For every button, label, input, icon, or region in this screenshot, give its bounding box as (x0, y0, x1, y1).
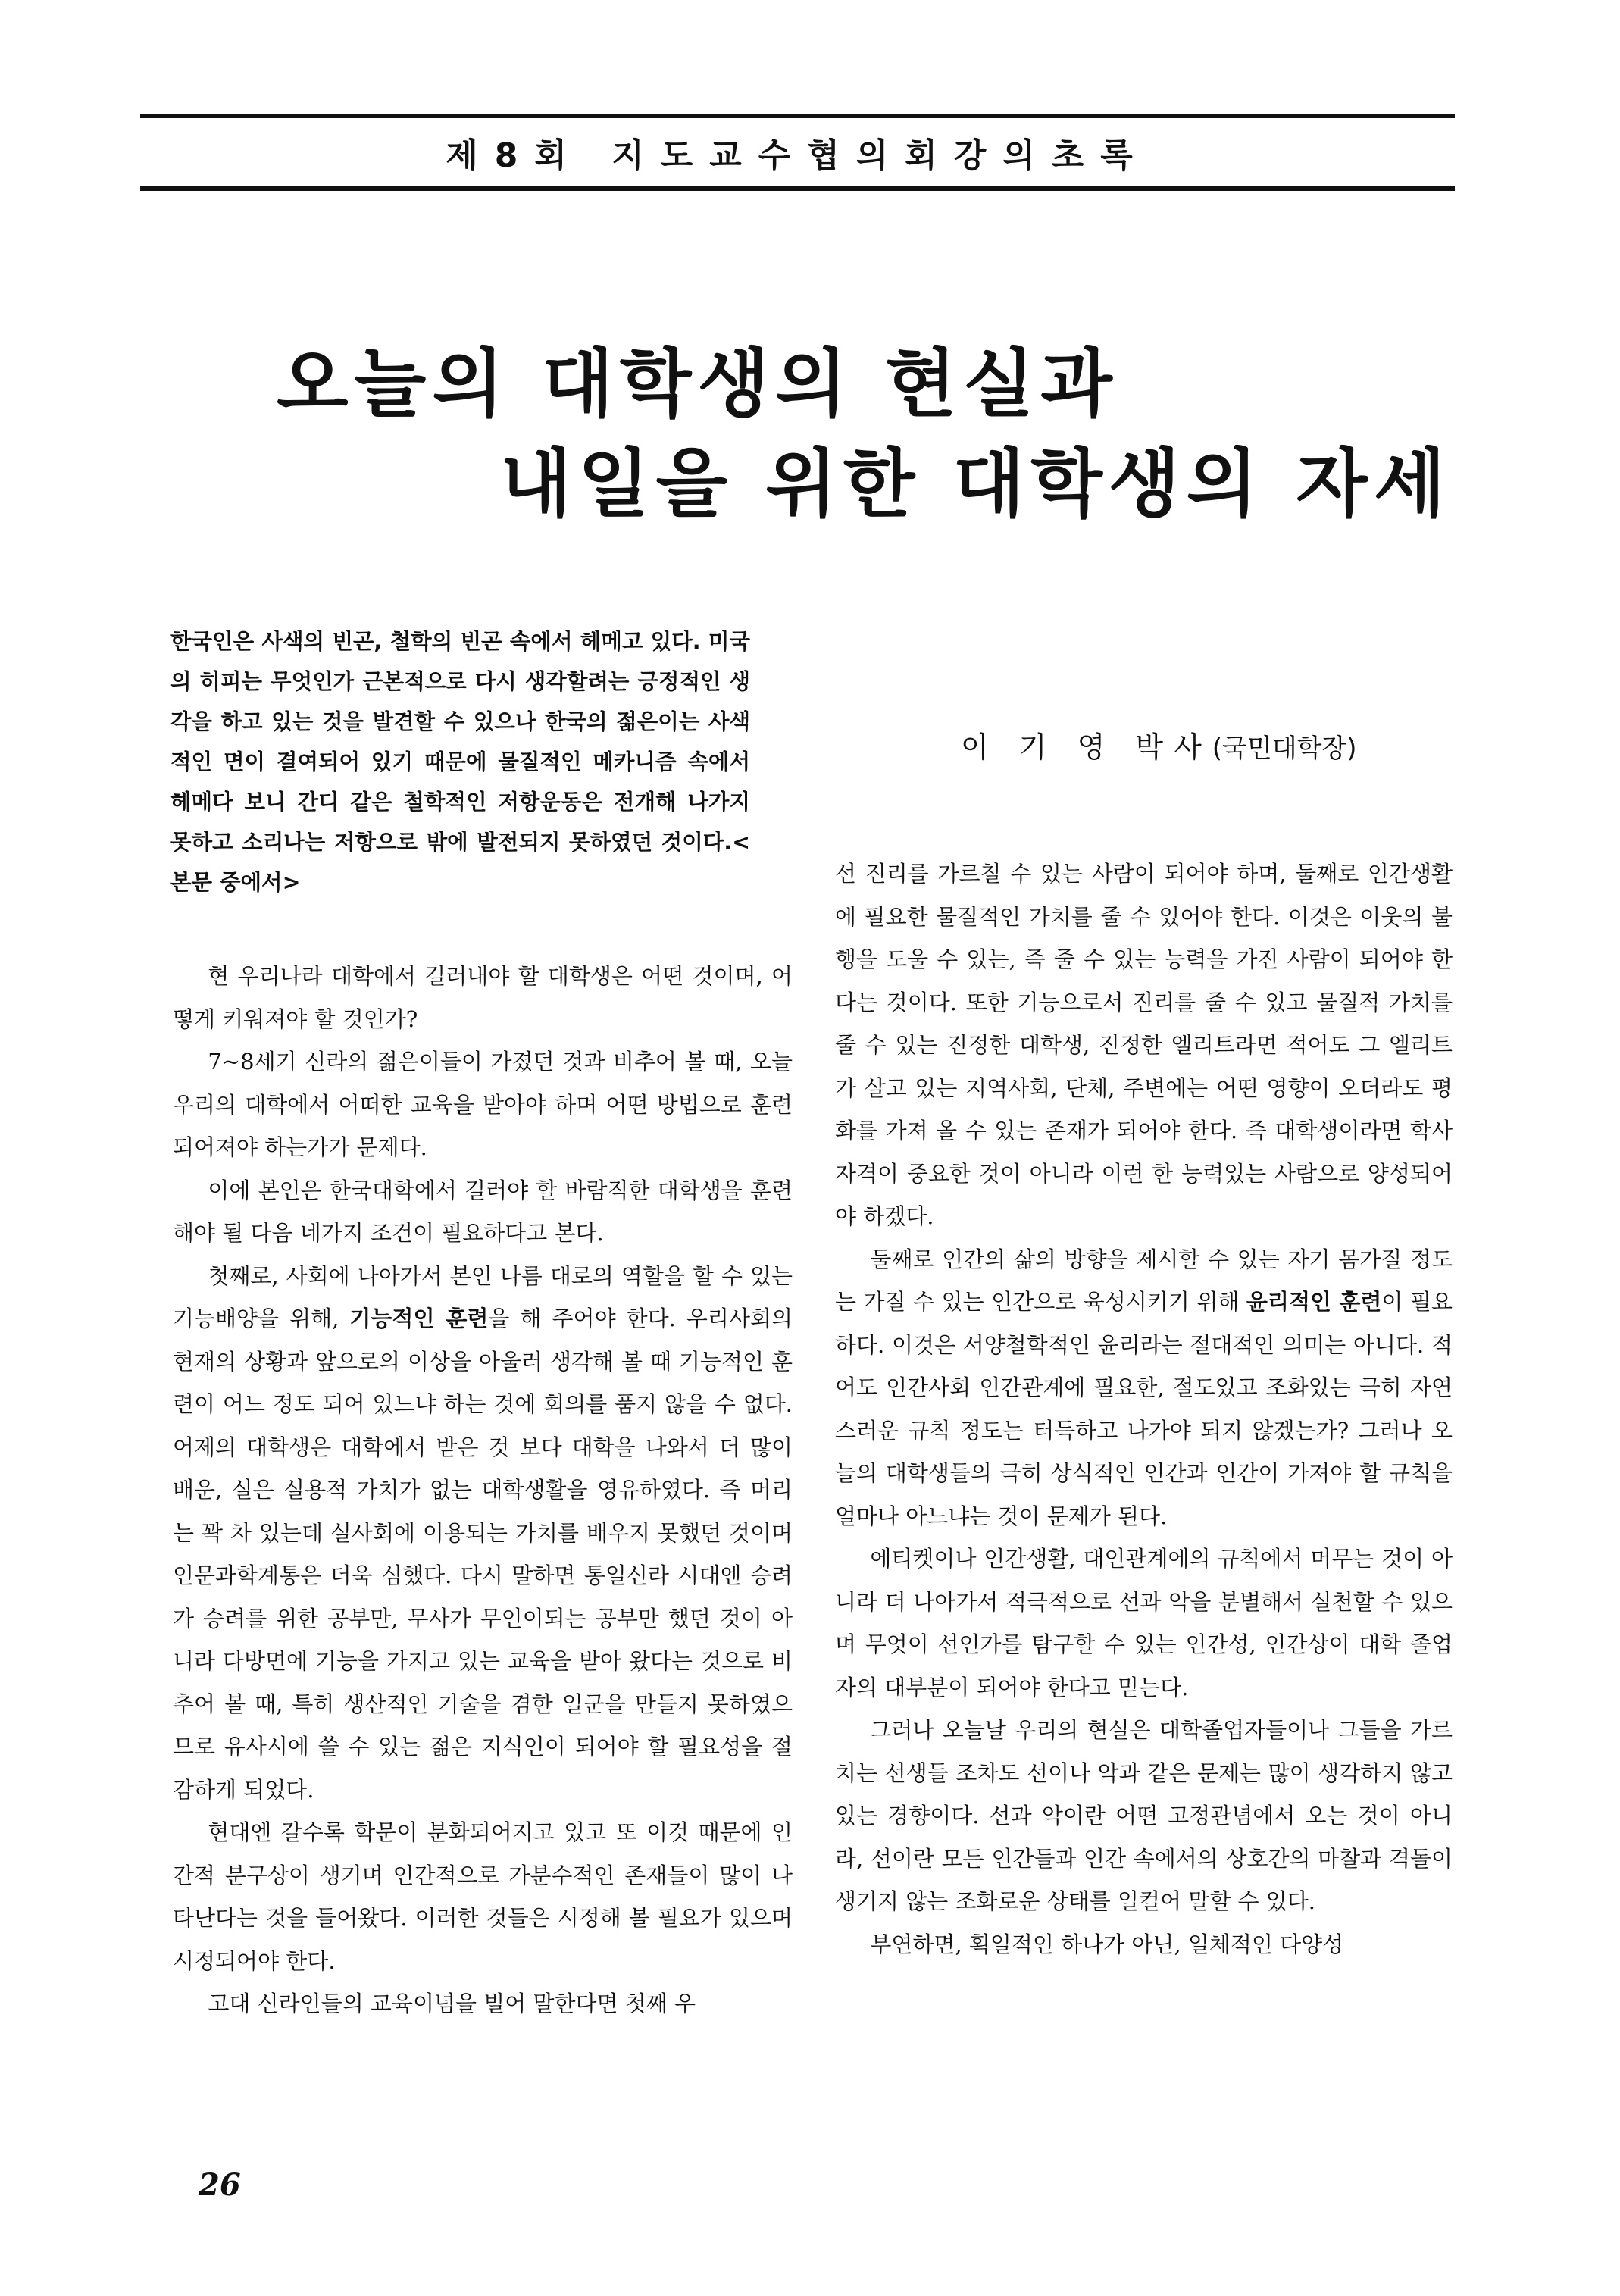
article-title-line2: 내일을 위한 대학생의 자세 (500, 441, 1452, 527)
paragraph (173, 1255, 793, 1812)
paragraph: 7~8세기 신라의 젊은이들이 가졌던 것과 비추어 볼 때, 오늘 우리의 대학에서 어떠한 교육을 받아야 하며 어떤 방법으로 훈련되어져야 하는가가 문제다. (173, 1049, 793, 1160)
emphasis-ethical-training: 윤리적인 훈련 (1246, 1289, 1382, 1315)
paragraph-text: 첫째로, 사회에 나아가서 본인 나름 대로의 역할을 할 수 있는 기능배양을 위해, (173, 1262, 793, 1331)
paragraph: 에티켓이나 인간생활, 대인관계에의 규칙에서 머무는 것이 아니라 더 나아가서 적극적으로 선과 악을 분별해서 실천할 수 있으며 무엇이 선인가를 탐구할 수 있는 인간성, 인간상이 대학 졸업자의 대부분이 되어야 한다고 믿는다. (835, 1546, 1453, 1700)
paragraph: 이에 본인은 한국대학에서 길러야 할 바람직한 대학생을 훈련해야 될 다음 네가지 조건이 필요하다고 본다. (173, 1177, 793, 1246)
paragraph: 고대 신라인들의 교육이념을 빌어 말한다면 첫째 우 (208, 1991, 696, 2016)
paragraph: 그러나 오늘날 우리의 현실은 대학졸업자들이나 그들을 가르치는 선생들 조차도 선이나 악과 같은 문제는 많이 생각하지 않고 있는 경향이다. 선과 악이란 어떤 고정관념에서 오는 것이 아니라, 선이란 모든 인간들과 인간 속에서의 상호간의 마찰과 격돌이 생기지 않는 조화로운 상태를 일컬어 말할 수 있다. (835, 1717, 1453, 1914)
author-name: 이 기 영 박사 (961, 730, 1212, 764)
paragraph: 현 우리나라 대학에서 길러내야 할 대학생은 어떤 것이며, 어떻게 키워져야 할 것인가? (173, 963, 793, 1032)
series-header: 제8회 지도교수협의회강의초록 (446, 136, 1149, 175)
body-column-right (835, 852, 1453, 1966)
article-title-line1: 오늘의 대학생의 현실과 (277, 341, 1118, 427)
article-abstract: 한국인은 사색의 빈곤, 철학의 빈곤 속에서 헤메고 있다. 미국의 히피는 무엇인가 근본적으로 다시 생각할려는 긍정적인 생각을 하고 있는 것을 발견할 수 있으나 한국의 젊은이는 사색적인 면이 결여되어 있기 때문에 물질적인 메카니즘 속에서 헤메다 보니 간디 같은 철학적인 저항운동은 전개해 나가지 못하고 소리나는 저항으로 밖에 발전되지 못하였던 것이다.<본문 중에서> (170, 629, 750, 895)
author-affiliation: (국민대학장) (1212, 734, 1357, 764)
header-top-rule (140, 114, 1455, 118)
emphasis-functional-training: 기능적인 훈련 (349, 1306, 489, 1331)
paragraph: 선 진리를 가르칠 수 있는 사람이 되어야 하며, 둘째로 인간생활에 필요한 물질적인 가치를 줄 수 있어야 한다. 이것은 이웃의 불행을 도울 수 있는, 즉 줄 수 있는 능력을 가진 사람이 되어야 한다는 것이다. 또한 기능으로서 진리를 줄 수 있고 물질적 가치를 줄 수 있는 진정한 대학생, 진정한 엘리트라면 적어도 그 엘리트가 살고 있는 지역사회, 단체, 주변에는 어떤 영향이 오더라도 평화를 가져 올 수 있는 존재가 되어야 한다. 즉 대학생이라면 학사자격이 중요한 것이 아니라 이런 한 능력있는 사람으로 양성되어야 하겠다. (835, 861, 1453, 1229)
header-bottom-rule (140, 186, 1455, 191)
author-byline (961, 724, 1357, 765)
page-number: 26 (199, 2167, 241, 2203)
paragraph: 부연하면, 획일적인 하나가 아닌, 일체적인 다양성 (870, 1931, 1344, 1957)
paragraph-text: 둘째로 인간의 삶의 방향을 제시할 수 있는 자기 몸가질 정도는 가질 수 있는 인간으로 육성시키기 위해 (835, 1246, 1453, 1315)
paragraph: 현대엔 갈수록 학문이 분화되어지고 있고 또 이것 때문에 인간적 분구상이 생기며 인간적으로 가분수적인 존재들이 많이 나타난다는 것을 들어왔다. 이러한 것들은 시정해 볼 필요가 있으며 시정되어야 한다. (173, 1819, 793, 1974)
paragraph-text: 이 필요하다. 이것은 서양철학적인 윤리라는 절대적인 의미는 아니다. 적어도 인간사회 인간관계에 필요한, 절도있고 조화있는 극히 자연스러운 규칙 정도는 터득하고 나가야 되지 않겠는가? 그러나 오늘의 대학생들의 극히 상식적인 인간과 인간이 가져야 할 규칙을 얼마나 아느냐는 것이 문제가 된다. (835, 1289, 1453, 1529)
body-column-left (173, 955, 793, 2025)
paragraph-text: 을 해 주어야 한다. 우리사회의 현재의 상황과 앞으로의 이상을 아울러 생각해 볼 때 기능적인 훈련이 어느 정도 되어 있느냐 하는 것에 회의를 품지 않을 수 없다. 어제의 대학생은 대학에서 받은 것 보다 대학을 나와서 더 많이 배운, 실은 실용적 가치가 없는 대학생활을 영유하였다. 즉 머리는 꽉 차 있는데 실사회에 이용되는 가치를 배우지 못했던 것이며 인문과학계통은 더욱 심했다. 다시 말하면 통일신라 시대엔 승려가 승려를 위한 공부만, 무사가 무인이되는 공부만 했던 것이 아니라 다방면에 기능을 가지고 있는 교육을 받아 왔다는 것으로 비추어 볼 때, 특히 생산적인 기술을 겸한 일군을 만들지 못하였으므로 유사시에 쓸 수 있는 젊은 지식인이 되어야 할 필요성을 절감하게 되었다. (173, 1306, 793, 1803)
paragraph (835, 1238, 1453, 1538)
